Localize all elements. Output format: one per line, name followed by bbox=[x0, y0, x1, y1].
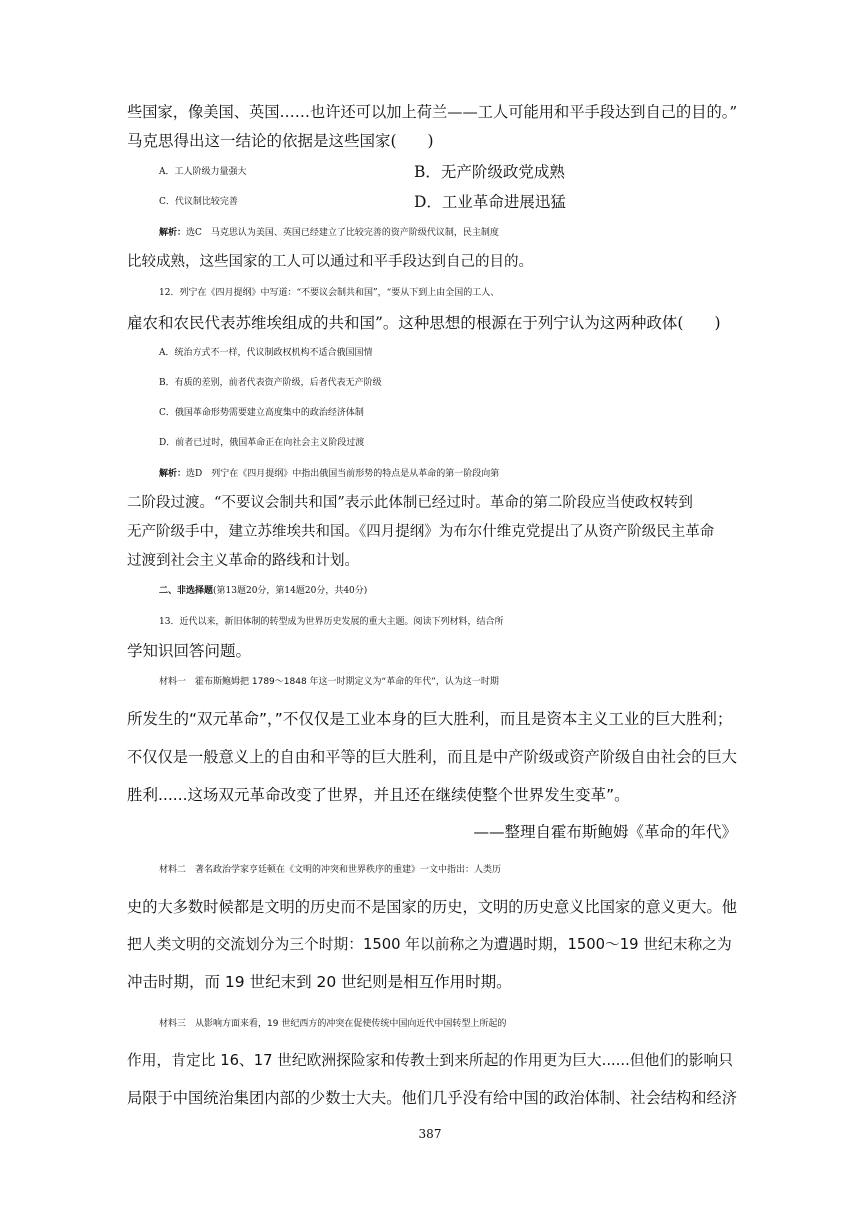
material-2-line-2: 史的大多数时候都是文明的历史而不是国家的历史，文明的历史意义比国家的意义更大。他 bbox=[127, 898, 737, 916]
material-1-line-1: 材料一 霍布斯鲍姆把 1789～1848 年这一时期定义为“革命的年代”，认为这一时期 bbox=[159, 677, 499, 687]
material-3-line-1: 材料三 从影响方面来看，19 世纪西方的冲突在促使传统中国向近代中国转型上所起的 bbox=[159, 1019, 507, 1029]
page-number: 387 bbox=[418, 1127, 442, 1141]
q12-option-a: A．统治方式不一样，代议制政权机构不适合俄国国情 bbox=[159, 348, 373, 358]
material-1-source: ——整理自霍布斯鲍姆《革命的年代》 bbox=[473, 823, 737, 841]
q11-option-a: A．工人阶级力量强大 bbox=[159, 167, 247, 177]
q11-option-b: B．无产阶级政党成熟 bbox=[414, 163, 565, 181]
q11-analysis-label: 解析： bbox=[159, 228, 187, 238]
material-1-line-2: 所发生的“双元革命”，”不仅仅是工业本身的巨大胜利，而且是资本主义工业的巨大胜利； bbox=[127, 710, 733, 728]
material-2-line-4: 冲击时期，而 19 世纪末到 20 世纪则是相互作用时期。 bbox=[127, 973, 512, 991]
q12-option-b: B．有质的差别，前者代表资产阶级，后者代表无产阶级 bbox=[159, 378, 382, 388]
material-1-line-4: 胜利......这场双元革命改变了世界，并且还在继续使整个世界发生变革”。 bbox=[127, 786, 630, 804]
q12-option-d: D．前者已过时，俄国革命正在向社会主义阶段过渡 bbox=[159, 438, 365, 448]
q11-stem-line-1: 些国家，像美国、英国……也许还可以加上荷兰——工人可能用和平手段达到自己的目的。” bbox=[127, 103, 738, 121]
q12-analysis-line-3: 无产阶级手中，建立苏维埃共和国。《四月提纲》为布尔什维克党提出了从资产阶级民主革命 bbox=[127, 524, 715, 540]
q11-option-c: C．代议制比较完善 bbox=[159, 197, 238, 207]
q11-analysis-line-1 bbox=[159, 222, 769, 244]
q12-analysis-line-1 bbox=[159, 463, 769, 485]
material-1-line-3: 不仅仅是一般意义上的自由和平等的巨大胜利，而且是中产阶级或资产阶级自由社会的巨大 bbox=[127, 748, 737, 766]
section-2-score-note: (第13题20分，第14题20分，共40分) bbox=[213, 586, 368, 596]
q12-analysis-line-4: 过渡到社会主义革命的路线和计划。 bbox=[127, 553, 359, 569]
q12-analysis-line-2: 二阶段过渡。“不要议会制共和国”表示此体制已经过时。革命的第二阶段应当使政权转到 bbox=[127, 495, 693, 511]
section-2-title: 二、非选择题 bbox=[159, 586, 214, 596]
q11-stem-line-2: 马克思得出这一结论的依据是这些国家( ) bbox=[127, 132, 434, 150]
material-2-line-3: 把人类文明的交流划分为三个时期：1500 年以前称之为遭遇时期，1500～19 世纪末称之为 bbox=[127, 936, 732, 953]
q13-stem-line-1: 13．近代以来，新旧体制的转型成为世界历史发展的重大主题。阅读下列材料，结合所 bbox=[159, 617, 504, 627]
q12-stem-line-1: 12．列宁在《四月提纲》中写道：“不要议会制共和国”，“要从下到上由全国的工人、 bbox=[159, 288, 500, 298]
material-3-line-2: 作用，肯定比 16、17 世纪欧洲探险家和传教士到来所起的作用更为巨大......但他们的影响只 bbox=[127, 1052, 734, 1069]
q11-analysis-line-2: 比较成熟，这些国家的工人可以通过和平手段达到自己的目的。 bbox=[127, 254, 533, 270]
q13-stem-line-2: 学知识回答问题。 bbox=[127, 642, 252, 660]
q12-analysis-text-1: 选D 列宁在《四月提纲》中指出俄国当前形势的特点是从革命的第一阶段向第 bbox=[186, 469, 500, 479]
q11-analysis-text-1: 选C 马克思认为美国、英国已经建立了比较完善的资产阶级代议制，民主制度 bbox=[186, 228, 499, 238]
section-2-heading bbox=[159, 580, 769, 602]
q12-option-c: C．俄国革命形势需要建立高度集中的政治经济体制 bbox=[159, 408, 364, 418]
q12-analysis-label: 解析： bbox=[159, 469, 187, 479]
material-3-line-3: 局限于中国统治集团内部的少数士大夫。他们几乎没有给中国的政治体制、社会结构和经济 bbox=[127, 1089, 737, 1107]
q12-stem-line-2: 雇农和农民代表苏维埃组成的共和国”。这种思想的根源在于列宁认为这两种政体( ) bbox=[127, 314, 721, 332]
material-2-line-1: 材料二 著名政治学家亨廷顿在《文明的冲突和世界秩序的重建》一文中指出：人类历 bbox=[159, 865, 502, 875]
q11-option-d: D．工业革命进展迅猛 bbox=[414, 193, 566, 211]
